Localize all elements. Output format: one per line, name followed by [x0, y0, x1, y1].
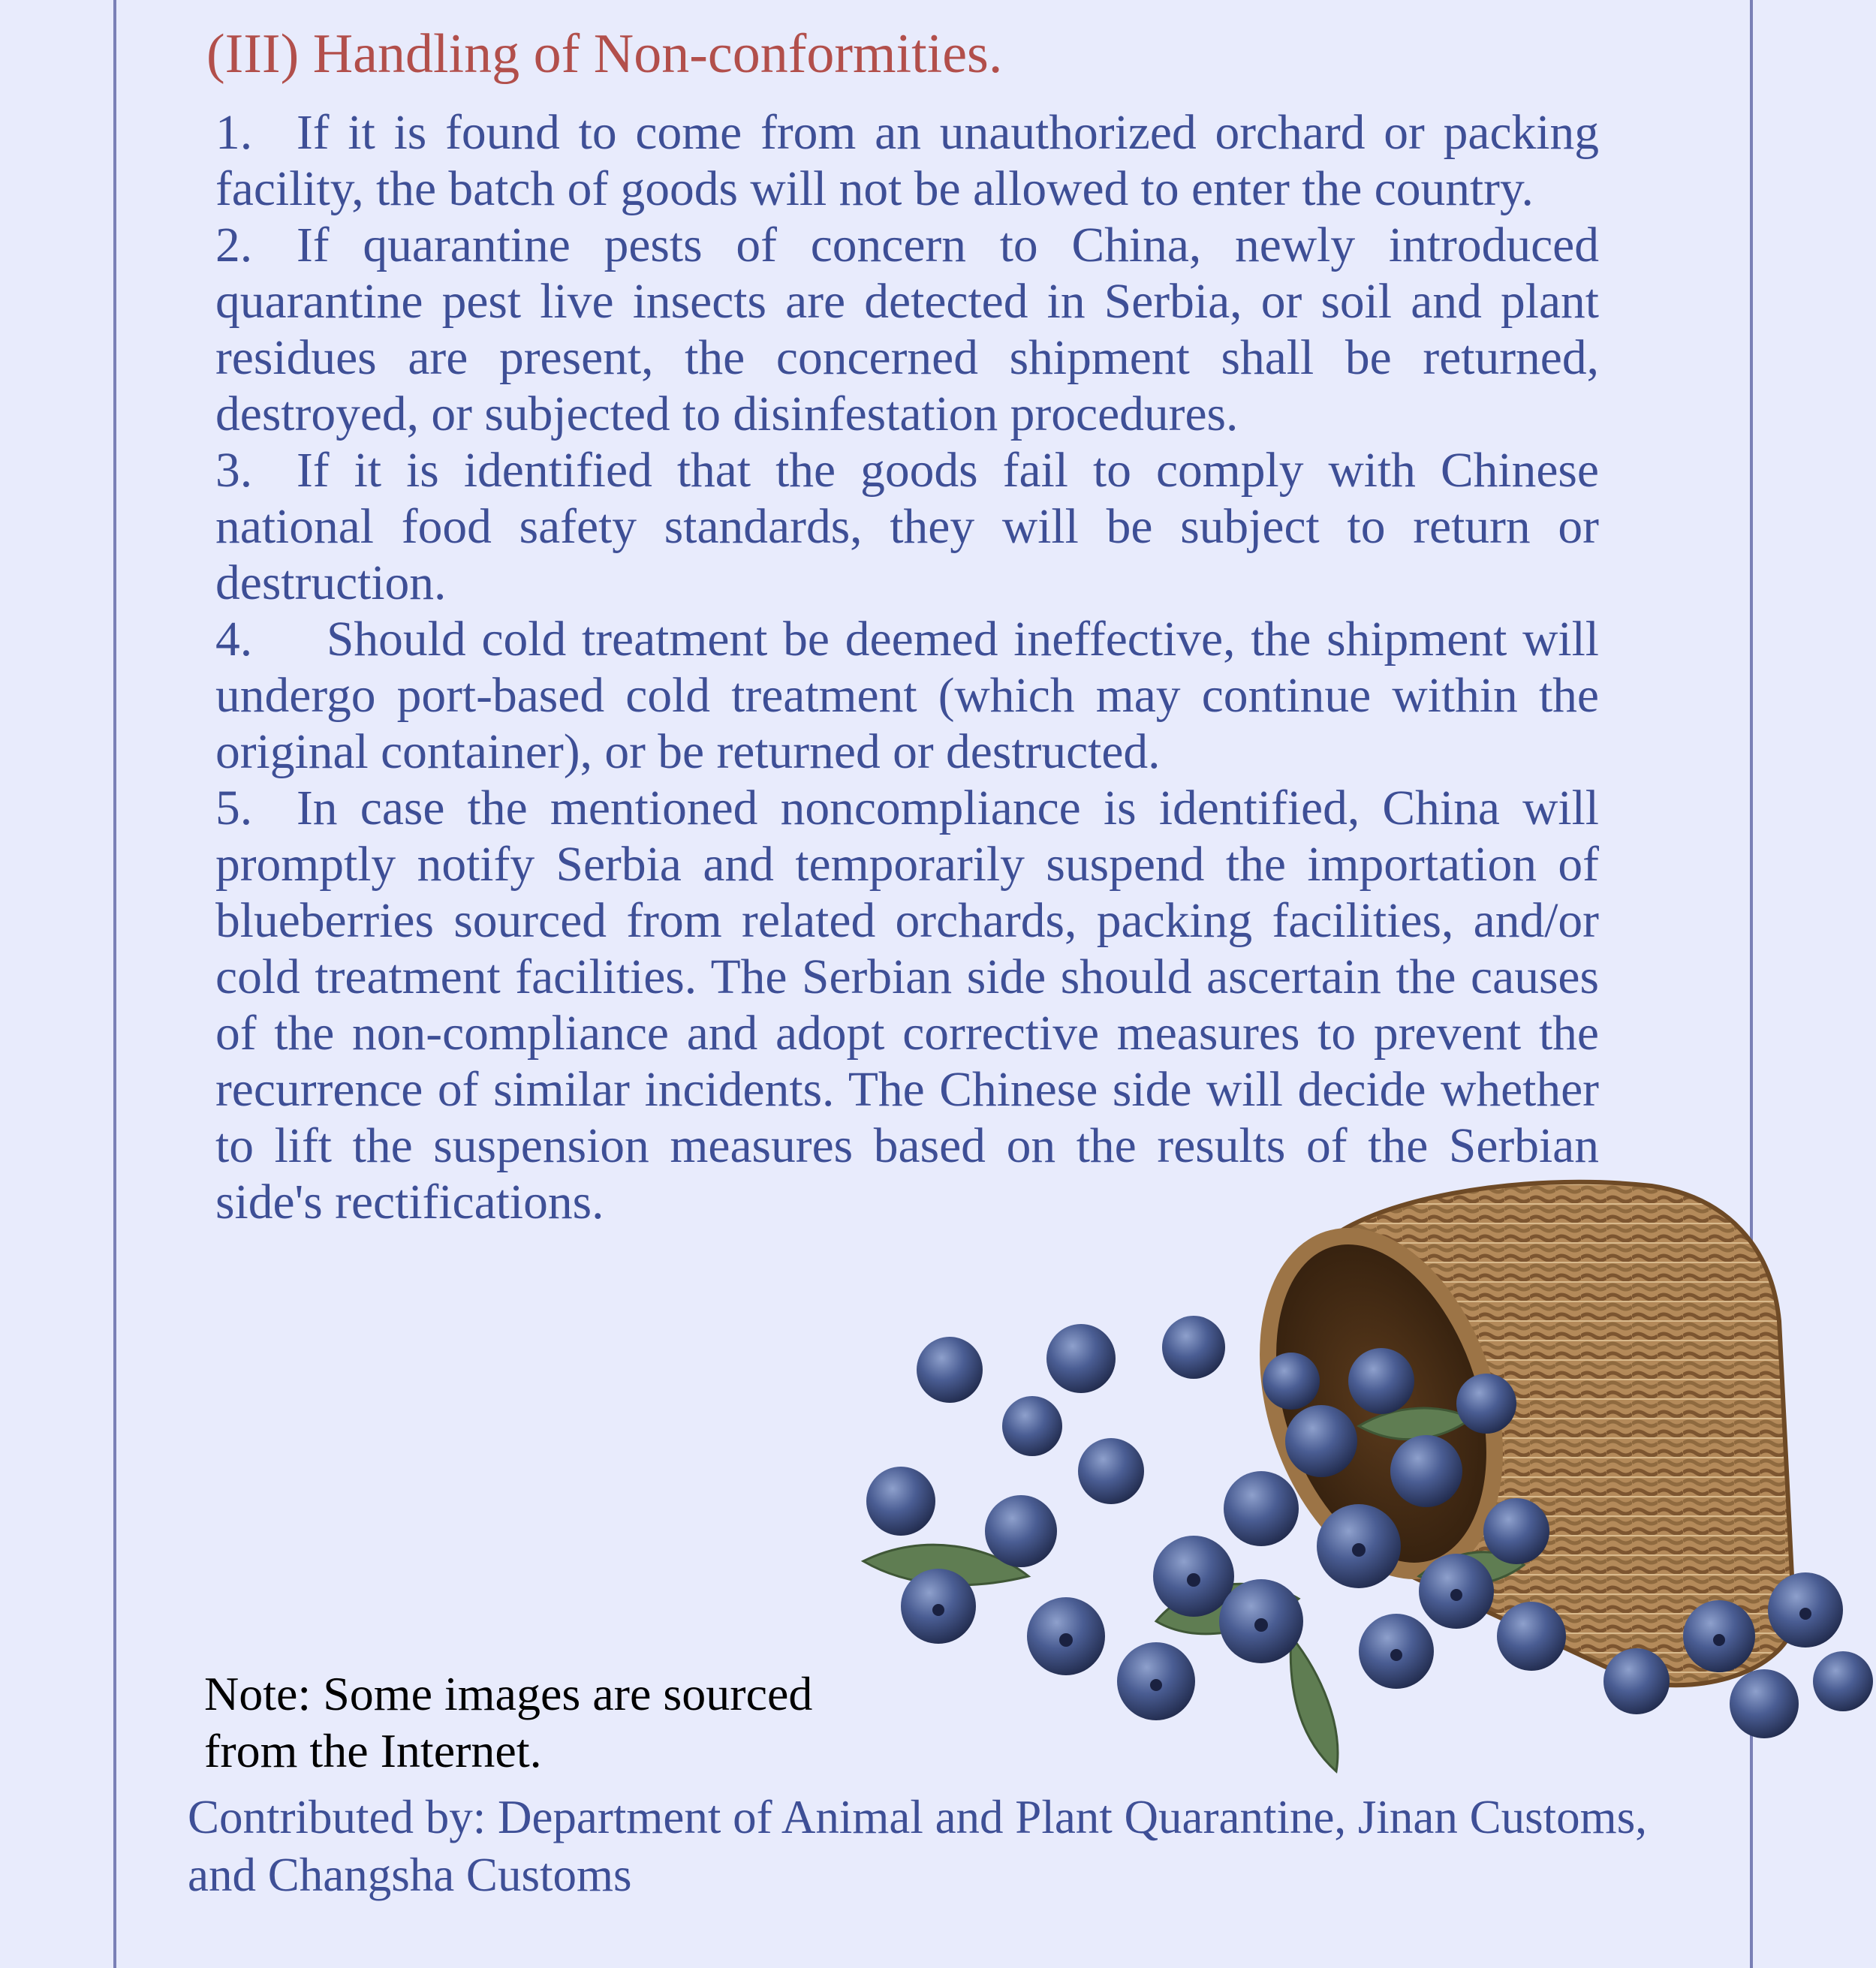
item-text: If it is found to come from an unauthorized orchard or packing facility, the batch of goods will not be allowed to enter the country.	[215, 106, 1599, 216]
left-border-line	[113, 0, 116, 1968]
item-number: 1.	[215, 106, 253, 160]
section-heading: (III) Handling of Non-conformities.	[206, 23, 1003, 85]
list-item-3	[215, 443, 1599, 612]
item-text: If quarantine pests of concern to China, newly introduced quarantine pest live insects are detected in Serbia, or soil and plant residues are present, the concerned shipment shall be returned, destroyed, or subjected to disinfestation procedures.	[215, 218, 1599, 441]
non-conformity-list	[215, 105, 1599, 1231]
item-number: 4.	[215, 612, 253, 667]
item-number: 3.	[215, 444, 253, 498]
contributor-credit: Contributed by: Department of Animal and Plant Quarantine, Jinan Customs, and Changsha Customs	[188, 1791, 1647, 1901]
list-item-1	[215, 105, 1599, 218]
list-item-2	[215, 218, 1599, 443]
blueberry-basket-illustration	[841, 1156, 1876, 1831]
item-text: Should cold treatment be deemed ineffective, the shipment will undergo port-based cold treatment (which may continue within the original container), or be returned or destructed.	[215, 612, 1599, 779]
item-number: 2.	[215, 218, 253, 272]
item-text: In case the mentioned noncompliance is identified, China will promptly notify Serbia and temporarily suspend the importation of blueberries sourced from related orchards, packing facilities, and/or cold treatment facilities. The Serbian side should ascertain the causes of the non-compliance and adopt corrective measures to prevent the recurrence of similar incidents. The Chinese side will decide whether to lift the suspension measures based on the results of the Serbian side's rectifications.	[215, 781, 1599, 1229]
image-source-note: Note: Some images are sourced from the Internet.	[204, 1667, 813, 1777]
item-number: 5.	[215, 781, 253, 835]
item-text: If it is identified that the goods fail to comply with Chinese national food safety standards, they will be subject to return or destruction.	[215, 444, 1599, 610]
list-item-4	[215, 612, 1599, 781]
